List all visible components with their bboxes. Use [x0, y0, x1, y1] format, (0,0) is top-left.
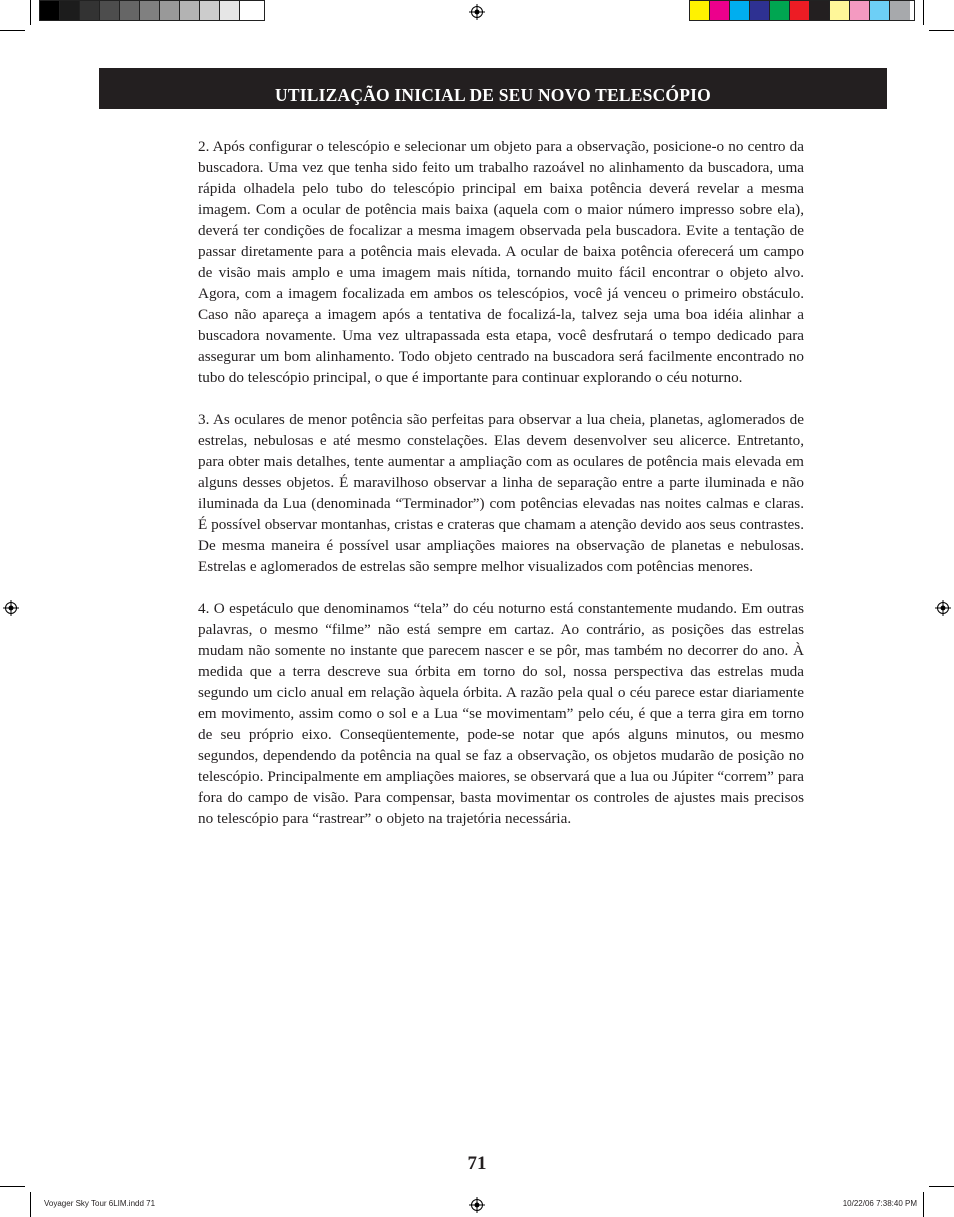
paragraph-3: 3. As oculares de menor potência são perfeitas para observar a lua cheia, planetas, aglomerados de estrelas, nebulosas e até mesmo constelações. Elas devem desenvolver seu alicerce. Entretanto, para obter mais detalhes, tente aumentar a ampliação com as oculares de potência mais elevada em alguns desses objetos. É maravilhoso observar a linha de separação entre a parte iluminada e não iluminada da Lua (denominada “Terminador”) com potências elevadas nas noites calmas e claras. É possível observar montanhas, cristas e crateras que chamam a atenção devido aos seus contrastes. De mesma maneira é possível usar ampliações maiores na observação de planetas e nebulosas. Estrelas e aglomerados de estrelas são sempre melhor visualizados com potências menores.	[198, 411, 804, 575]
color-swatch	[890, 1, 910, 20]
page-number: 71	[467, 1153, 487, 1174]
gray-swatch	[220, 1, 240, 20]
color-swatch	[750, 1, 770, 20]
crop-mark-bottom-left-v	[30, 1192, 31, 1217]
gray-swatch	[120, 1, 140, 20]
gray-swatch	[180, 1, 200, 20]
registration-target-icon	[469, 4, 485, 20]
crop-mark-top-right-h	[929, 30, 954, 31]
crop-mark-top-left-v	[30, 0, 31, 25]
body-text	[198, 136, 804, 850]
slug-timestamp: 10/22/06 7:38:40 PM	[842, 1199, 917, 1208]
gray-swatch	[60, 1, 80, 20]
gray-swatch	[40, 1, 60, 20]
section-title: UTILIZAÇÃO INICIAL DE SEU NOVO TELESCÓPIO	[275, 85, 711, 105]
crop-mark-top-left-h	[0, 30, 25, 31]
color-swatch	[830, 1, 850, 20]
registration-target-icon	[935, 600, 951, 616]
color-swatch	[710, 1, 730, 20]
paragraph-2: 2. Após configurar o telescópio e selecionar um objeto para a observação, posicione-o no centro da buscadora. Uma vez que tenha sido feito um trabalho razoável no alinhamento da buscadora, uma rápida olhadela pelo tubo do telescópio principal em baixa potência deverá revelar a mesma imagem. Com a ocular de potência mais baixa (aquela com o maior número impresso sobre ela), deverá ter condições de focalizar a mesma imagem observada pela buscadora. Evite a tentação de passar diretamente para a potência mais elevada. A ocular de baixa potência oferecerá um campo de visão mais amplo e uma imagem mais nítida, tornando muito fácil encontrar o objeto alvo. Agora, com a imagem focalizada em ambos os telescópios, você já venceu o primeiro obstáculo. Caso não apareça a imagem após a tentativa de focalizá-la, talvez seja uma boa idéia alinhar a buscadora novamente. Uma vez ultrapassada esta etapa, você desfrutará o tempo dedicado para assegurar um bom alinhamento. Todo objeto centrado na buscadora será facilmente encontrado no tubo do telescópio principal, o que é importante para continuar explorando o céu noturno.	[198, 138, 804, 386]
gray-swatch	[160, 1, 180, 20]
crop-mark-bottom-left-h	[0, 1186, 25, 1187]
color-swatch	[690, 1, 710, 20]
color-swatch	[810, 1, 830, 20]
color-swatch-bar	[689, 0, 915, 21]
color-swatch	[850, 1, 870, 20]
registration-target-icon	[3, 600, 19, 616]
gray-swatch	[80, 1, 100, 20]
crop-mark-top-right-v	[923, 0, 924, 25]
gray-swatch-bar	[39, 0, 265, 21]
color-swatch	[770, 1, 790, 20]
paragraph-4: 4. O espetáculo que denominamos “tela” do céu noturno está constantemente mudando. Em outras palavras, o mesmo “filme” não está sempre em cartaz. Ao contrário, as posições das estrelas mudam não somente no instante que parecem nascer e se pôr, mas também no decorrer do ano. À medida que a terra descreve sua órbita em torno do sol, nossa perspectiva das estrelas muda segundo um ciclo anual em relação àquela órbita. A razão pela qual o céu parece estar diariamente em movimento, assim como o sol e a Lua “se movimentam” pelo céu, é que a terra gira em torno de seu próprio eixo. Conseqüentemente, pode-se notar que após alguns minutos, ou mesmo segundos, dependendo da potência na qual se faz a observação, os objetos mudarão de posição no telescópio. Principalmente em ampliações maiores, se observará que a lua ou Júpiter “correm” para fora do campo de visão. Para compensar, basta movimentar os controles de ajustes mais precisos no telescópio para “rastrear” o objeto na trajetória necessária.	[198, 600, 804, 827]
gray-swatch	[100, 1, 120, 20]
crop-mark-bottom-right-v	[923, 1192, 924, 1217]
color-swatch	[870, 1, 890, 20]
gray-swatch	[200, 1, 220, 20]
section-header-bar	[99, 68, 887, 109]
color-swatch	[730, 1, 750, 20]
slug-file-name: Voyager Sky Tour 6LIM.indd 71	[44, 1199, 156, 1208]
color-swatch	[790, 1, 810, 20]
gray-swatch	[140, 1, 160, 20]
registration-target-icon	[469, 1197, 485, 1213]
crop-mark-bottom-right-h	[929, 1186, 954, 1187]
gray-swatch	[240, 1, 260, 20]
